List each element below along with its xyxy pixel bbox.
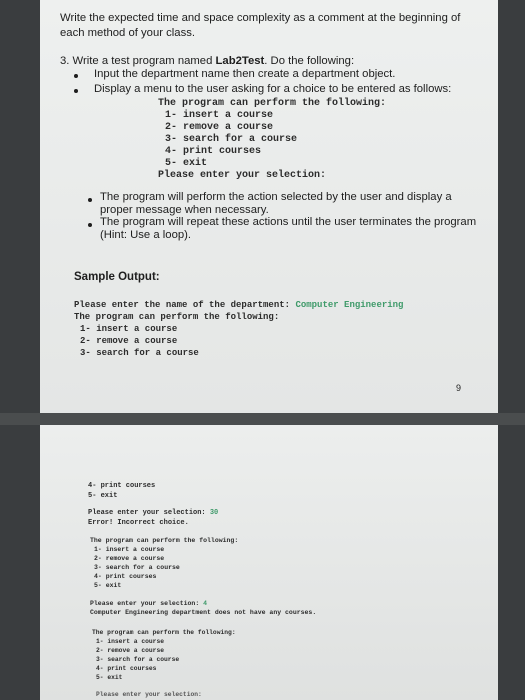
task-prefix: 3. Write a test program named (60, 55, 216, 67)
page-gap (0, 413, 525, 425)
menu-line: 5- exit (165, 158, 208, 169)
bullet-repeat-actions: The program will repeat these actions until the user terminates the program (100, 216, 477, 228)
menu-line: 4- print courses (165, 146, 262, 157)
task-suffix: . Do the following: (264, 55, 355, 67)
bullet-repeat-actions-cont: (Hint: Use a loop). (100, 229, 192, 241)
bullet-dot (88, 223, 92, 227)
sample-output-heading: Sample Output: (74, 271, 160, 283)
trailing-line: Please enter your selection: (96, 691, 202, 698)
menu-line: 3- search for a course (165, 134, 298, 145)
menu2-line: 3- search for a course (94, 564, 180, 571)
menu2-line: 1- insert a course (94, 546, 165, 553)
bullet-display-menu: Display a menu to the user asking for a choice to be entered as follows: (94, 83, 452, 95)
no-courses-line: Computer Engineering department does not have any courses. (90, 609, 317, 616)
menu2-line: The program can perform the following: (90, 537, 239, 544)
menu3-line: 5- exit (96, 674, 123, 681)
bullet-input-department: Input the department name then create a department object. (94, 68, 396, 80)
selection2-input: 4 (203, 600, 208, 607)
selection2-line (90, 600, 207, 607)
document-page-1 (40, 0, 498, 413)
selection2-prompt: Please enter your selection: (90, 600, 204, 607)
menu3-line: 1- insert a course (96, 638, 165, 645)
menu3-line: 4- print courses (96, 665, 157, 672)
bullet-perform-action: The program will perform the action selected by the user and display a (100, 191, 452, 203)
sample-input: Computer Engineering (295, 300, 404, 310)
sample-line: The program can perform the following: (74, 312, 280, 322)
bullet-dot (88, 198, 92, 202)
bullet-perform-action-cont: proper message when necessary. (100, 204, 269, 216)
bullet-dot (74, 89, 78, 93)
selection-prompt: Please enter your selection: (88, 509, 210, 517)
cont-line: 4- print courses (88, 482, 156, 490)
selection-input: 30 (209, 509, 219, 517)
task-heading (60, 55, 354, 67)
menu-line: 1- insert a course (165, 110, 274, 121)
sample-prompt-line (74, 300, 403, 310)
menu3-line: 2- remove a course (96, 647, 165, 654)
intro-line-1: Write the expected time and space complexity as a comment at the beginning of (60, 12, 461, 24)
menu-line: 2- remove a course (165, 122, 274, 133)
cont-line: 5- exit (88, 492, 118, 500)
page-number: 9 (456, 383, 462, 393)
menu2-line: 4- print courses (94, 573, 157, 580)
intro-line-2: each method of your class. (60, 27, 196, 39)
selection-line (88, 509, 218, 517)
menu3-line: 3- search for a course (96, 656, 180, 663)
menu2-line: 5- exit (94, 582, 122, 589)
bullet-dot (74, 74, 78, 78)
sample-line: 3- search for a course (80, 348, 199, 358)
sample-line: 2- remove a course (80, 336, 178, 346)
program-name: Lab2Test (215, 55, 265, 67)
menu3-line: The program can perform the following: (92, 629, 236, 636)
sample-line: 1- insert a course (80, 324, 178, 334)
menu-line: Please enter your selection: (158, 170, 327, 181)
menu-line: The program can perform the following: (158, 98, 387, 109)
menu2-line: 2- remove a course (94, 555, 165, 562)
sample-prompt: Please enter the name of the department: (74, 300, 296, 310)
document-page-2 (40, 425, 498, 700)
error-line: Error! Incorrect choice. (88, 519, 189, 527)
